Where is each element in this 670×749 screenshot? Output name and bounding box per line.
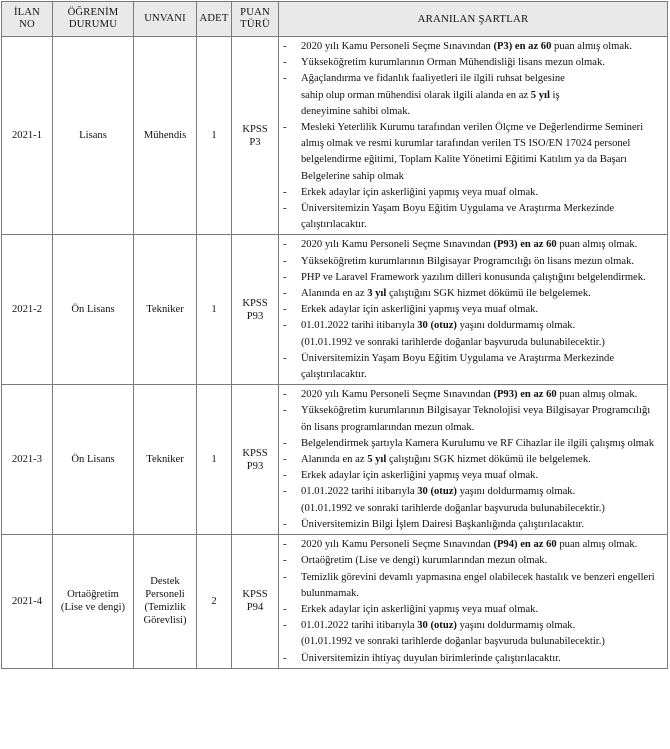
unvan-cell-line: Personeli xyxy=(145,589,185,601)
table-row xyxy=(2,235,668,385)
condition-item xyxy=(279,270,667,286)
condition-item xyxy=(279,318,667,350)
condition-line: - Erkek adaylar için askerliğini yapmış veya muaf olmak. xyxy=(301,603,539,615)
unvan-cell xyxy=(134,235,197,385)
condition-item xyxy=(279,351,667,383)
condition-emphasis: 30 (otuz) xyxy=(417,620,457,632)
ilan-no-cell: 2021-4 xyxy=(2,535,53,669)
table-row xyxy=(2,535,668,669)
condition-line: - Üniversitemizin Yaşam Boyu Eğitim Uygulama ve Araştırma Merkezinde xyxy=(301,203,615,215)
condition-item xyxy=(279,651,667,667)
condition-line: - Erkek adaylar için askerliğini yapmış veya muaf olmak. xyxy=(301,304,539,316)
header-puan-turu: PUAN TÜRÜ xyxy=(232,2,279,37)
condition-item xyxy=(279,201,667,233)
condition-line: - Erkek adaylar için askerliğini yapmış veya muaf olmak. xyxy=(301,470,539,482)
condition-item xyxy=(279,237,667,253)
condition-line: (01.01.1992 ve sonraki tarihlerde doğanlar başvuruda bulunabilecektir.) xyxy=(301,636,605,648)
condition-item xyxy=(279,55,667,71)
condition-line: - Üniversitemizin Yaşam Boyu Eğitim Uygulama ve Araştırma Merkezinde xyxy=(301,352,615,364)
table-row xyxy=(2,37,668,235)
condition-line: - Erkek adaylar için askerliğini yapmış veya muaf olmak. xyxy=(301,186,539,198)
ilan-no-cell: 2021-3 xyxy=(2,385,53,535)
condition-line: sahip olup orman mühendisi olarak ilgili alanda en az 5 yıl iş xyxy=(301,89,560,101)
unvan-cell xyxy=(134,37,197,235)
condition-line: (01.01.1992 ve sonraki tarihlerde doğanlar başvuruda bulunabilecektir.) xyxy=(301,502,605,514)
puan-cell-line: P93 xyxy=(246,310,264,322)
condition-line: - Ağaçlandırma ve fidanlık faaliyetleri ile ilgili ruhsat belgesine xyxy=(301,73,565,85)
condition-line: - Alanında en az 5 yıl çalıştığını SGK hizmet dökümü ile belgelemek. xyxy=(301,454,591,466)
unvan-cell-line: Görevlisi) xyxy=(143,615,187,627)
condition-item xyxy=(279,185,667,201)
header-unvani: UNVANI xyxy=(134,2,197,37)
puan-cell-line: KPSS xyxy=(242,297,268,309)
condition-line: bulunmamak. xyxy=(301,587,359,599)
condition-item xyxy=(279,468,667,484)
job-listing-table xyxy=(1,1,668,669)
condition-item xyxy=(279,570,667,602)
condition-line: - 2020 yılı Kamu Personeli Seçme Sınavından (P93) en az 60 puan almış olmak. xyxy=(301,389,638,401)
condition-line: - Yükseköğretim kurumlarının Bilgisayar Programcılığı ön lisans mezun olmak. xyxy=(301,255,635,267)
adet-cell: 2 xyxy=(197,535,232,669)
condition-item xyxy=(279,517,667,533)
conditions-list xyxy=(279,39,667,233)
adet-cell: 1 xyxy=(197,37,232,235)
conditions-cell xyxy=(279,235,668,385)
condition-emphasis: (P94) en az 60 xyxy=(493,539,557,551)
puan-cell xyxy=(232,235,279,385)
puan-cell-line: KPSS xyxy=(242,123,268,135)
condition-line: - 01.01.2022 tarihi itibarıyla 30 (otuz) yaşını doldurmamış olmak. xyxy=(301,486,576,498)
condition-emphasis: 30 (otuz) xyxy=(417,320,457,332)
puan-cell xyxy=(232,535,279,669)
condition-line: deneyimine sahibi olmak. xyxy=(301,105,411,117)
condition-emphasis: 5 yıl xyxy=(530,89,550,101)
puan-cell-line: P93 xyxy=(246,460,264,472)
ogrenim-cell xyxy=(53,535,134,669)
condition-emphasis: 5 yıl xyxy=(367,454,387,466)
unvan-cell xyxy=(134,385,197,535)
condition-line: almış olmak ve resmi kurumlar tarafından verilen TS ISO/EN 17024 personel xyxy=(301,138,631,150)
ogrenim-cell xyxy=(53,235,134,385)
unvan-cell-line: (Temizlik xyxy=(144,602,186,614)
condition-line: belgelendirme eğitimi, Toplam Kalite Yönetimi Eğitimi Katılım ya da Başarı xyxy=(301,154,627,166)
adet-cell: 1 xyxy=(197,385,232,535)
conditions-list xyxy=(279,537,667,667)
ilan-no-cell: 2021-1 xyxy=(2,37,53,235)
conditions-list xyxy=(279,387,667,533)
ogrenim-cell-line: Lisans xyxy=(79,130,107,142)
header-row xyxy=(2,2,668,37)
header-ilan-no: İLAN NO xyxy=(2,2,53,37)
condition-line: (01.01.1992 ve sonraki tarihlerde doğanlar başvuruda bulunabilecektir.) xyxy=(301,336,605,348)
condition-item xyxy=(279,286,667,302)
condition-item xyxy=(279,618,667,650)
condition-line: - Üniversitemizin ihtiyaç duyulan birimlerinde çalıştırılacaktır. xyxy=(301,652,561,664)
condition-line: - PHP ve Laravel Framework yazılım dilleri konusunda çalıştığını belgelendirmek. xyxy=(301,271,646,283)
condition-line: - 2020 yılı Kamu Personeli Seçme Sınavından (P94) en az 60 puan almış olmak. xyxy=(301,539,638,551)
condition-line: - Üniversitemizin Bilgi İşlem Dairesi Başkanlığında çalıştırılacaktır. xyxy=(301,518,585,530)
puan-cell-line: P94 xyxy=(246,602,264,614)
condition-emphasis: 3 yıl xyxy=(367,288,387,300)
table-row xyxy=(2,385,668,535)
condition-emphasis: (P93) en az 60 xyxy=(493,239,557,251)
puan-cell-line: KPSS xyxy=(242,589,268,601)
condition-line: - 01.01.2022 tarihi itibarıyla 30 (otuz) yaşını doldurmamış olmak. xyxy=(301,320,576,332)
puan-cell-line: KPSS xyxy=(242,447,268,459)
conditions-list xyxy=(279,237,667,383)
puan-cell-line: P3 xyxy=(249,136,261,148)
condition-item xyxy=(279,553,667,569)
condition-line: - Belgelendirmek şartıyla Kamera Kurulumu ve RF Cihazlar ile ilgili çalışmış olmak xyxy=(301,437,655,449)
header-aranilan-sartlar: ARANILAN ŞARTLAR xyxy=(279,2,668,37)
puan-cell xyxy=(232,37,279,235)
header-ogrenim-durumu: ÖĞRENİM DURUMU xyxy=(53,2,134,37)
condition-item xyxy=(279,484,667,516)
condition-item xyxy=(279,254,667,270)
unvan-cell xyxy=(134,535,197,669)
condition-line: - Temizlik görevini devamlı yapmasına engel olabilecek hastalık ve benzeri engelleri xyxy=(301,571,655,583)
ilan-no-cell: 2021-2 xyxy=(2,235,53,385)
condition-line: - Yükseköğretim kurumlarının Orman Mühendisliği lisans mezun olmak. xyxy=(301,57,605,69)
ogrenim-cell xyxy=(53,385,134,535)
condition-item xyxy=(279,71,667,120)
header-adet: ADET xyxy=(197,2,232,37)
condition-item xyxy=(279,403,667,435)
condition-line: - 2020 yılı Kamu Personeli Seçme Sınavından (P93) en az 60 puan almış olmak. xyxy=(301,239,638,251)
ogrenim-cell xyxy=(53,37,134,235)
ogrenim-cell-line: Ön Lisans xyxy=(71,454,115,466)
ogrenim-cell-line: Ortaöğretim xyxy=(67,589,119,601)
unvan-cell-line: Tekniker xyxy=(146,454,184,466)
condition-line: - Alanında en az 3 yıl çalıştığını SGK hizmet dökümü ile belgelemek. xyxy=(301,288,591,300)
condition-emphasis: (P3) en az 60 xyxy=(493,41,552,52)
adet-cell: 1 xyxy=(197,235,232,385)
unvan-cell-line: Destek xyxy=(150,576,180,588)
condition-line: ön lisans programlarından mezun olmak. xyxy=(301,421,475,433)
condition-emphasis: 30 (otuz) xyxy=(417,486,457,498)
condition-line: - 01.01.2022 tarihi itibarıyla 30 (otuz) yaşını doldurmamış olmak. xyxy=(301,620,576,632)
conditions-cell xyxy=(279,385,668,535)
condition-item xyxy=(279,436,667,452)
ogrenim-cell-line: (Lise ve dengi) xyxy=(60,602,126,614)
unvan-cell-line: Tekniker xyxy=(146,304,184,316)
puan-cell xyxy=(232,385,279,535)
condition-item xyxy=(279,120,667,185)
unvan-cell-line: Mühendis xyxy=(143,130,187,142)
condition-item xyxy=(279,452,667,468)
conditions-cell xyxy=(279,535,668,669)
condition-item xyxy=(279,602,667,618)
conditions-cell xyxy=(279,37,668,235)
condition-line: - Mesleki Yeterlilik Kurumu tarafından verilen Ölçme ve Değerlendirme Semineri xyxy=(301,122,644,134)
condition-item xyxy=(279,387,667,403)
condition-item xyxy=(279,537,667,553)
ogrenim-cell-line: Ön Lisans xyxy=(71,304,115,316)
condition-line: Belgelerine sahip olmak xyxy=(301,170,404,182)
condition-line: çalıştırılacaktır. xyxy=(301,369,367,381)
condition-line: - Ortaöğretim (Lise ve dengi) kurumlarından mezun olmak. xyxy=(301,555,548,567)
condition-item xyxy=(279,39,667,55)
condition-line: çalıştırılacaktır. xyxy=(301,219,367,231)
condition-line: - 2020 yılı Kamu Personeli Seçme Sınavından (P3) en az 60 puan almış olmak. xyxy=(301,41,633,52)
condition-emphasis: (P93) en az 60 xyxy=(493,389,557,401)
condition-item xyxy=(279,302,667,318)
condition-line: - Yükseköğretim kurumlarının Bilgisayar Teknolojisi veya Bilgisayar Programcılığı xyxy=(301,405,651,417)
